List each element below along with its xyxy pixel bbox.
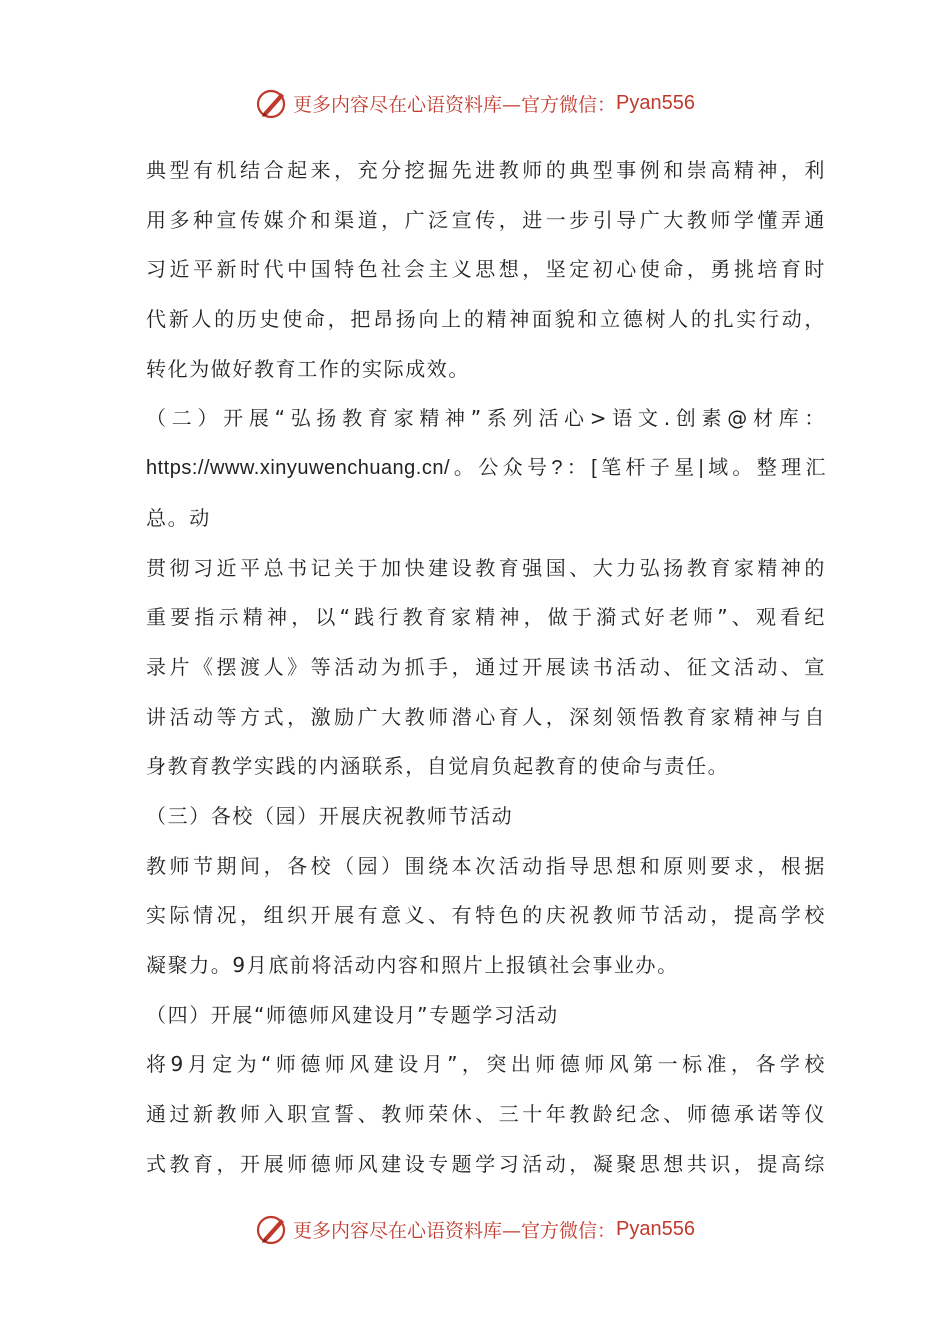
text-line: 总。动 bbox=[146, 505, 211, 530]
banner-wechat-id: Pyan556 bbox=[616, 91, 695, 114]
text-line: 用多种宣传媒介和渠道，广泛宣传，进一步引导广大教师学懂弄通 bbox=[146, 207, 826, 232]
banner-wechat-id: Pyan556 bbox=[616, 1217, 695, 1240]
header-banner bbox=[0, 83, 950, 123]
document-body bbox=[146, 146, 826, 1189]
text-line: 教师节期间，各校（园）围绕本次活动指导思想和原则要求，根据 bbox=[146, 853, 826, 878]
text-line: 重要指示精神，以“践行教育家精神，做于漪式好老师”、观看纪 bbox=[146, 605, 826, 630]
text-line-url: https://www.xinyuwenchuang.cn/。公众号?：[笔杆子星|域。整理汇 bbox=[146, 457, 826, 480]
text-line: 凝聚力。9月底前将活动内容和照片上报镇社会事业办。 bbox=[146, 953, 679, 977]
pen-logo-icon bbox=[255, 1212, 289, 1246]
text-line: 贯彻习近平总书记关于加快建设教育强国、大力弘扬教育家精神的 bbox=[146, 555, 826, 580]
text-line: 讲活动等方式，激励广大教师潜心育人，深刻领悟教育家精神与自 bbox=[146, 704, 826, 729]
text-line: 身教育教学实践的内涵联系，自觉肩负起教育的使命与责任。 bbox=[146, 754, 730, 779]
section-heading: （四）开展“师德师风建设月”专题学习活动 bbox=[146, 1002, 559, 1027]
pen-logo-icon bbox=[255, 86, 289, 120]
text-line: 代新人的历史使命，把昂扬向上的精神面貌和立德树人的扎实行动， bbox=[146, 307, 826, 332]
footer-banner bbox=[0, 1209, 950, 1249]
section-heading: （二）开展“弘扬教育家精神”系列活心>语文.创素@材库： bbox=[146, 406, 826, 431]
text-line: 式教育，开展师德师风建设专题学习活动，凝聚思想共识，提高综 bbox=[146, 1151, 826, 1176]
text-line: 实际情况，组织开展有意义、有特色的庆祝教师节活动，提高学校 bbox=[146, 903, 826, 928]
section-heading: （三）各校（园）开展庆祝教师节活动 bbox=[146, 803, 514, 828]
text-line: 录片《摆渡人》等活动为抓手，通过开展读书活动、征文活动、宣 bbox=[146, 654, 826, 679]
text-line: 转化为做好教育工作的实际成效。 bbox=[146, 356, 470, 381]
text-line: 习近平新时代中国特色社会主义思想，坚定初心使命，勇挑培育时 bbox=[146, 257, 826, 282]
text-line: 通过新教师入职宣誓、教师荣休、三十年教龄纪念、师德承诺等仪 bbox=[146, 1102, 826, 1127]
banner-text: 更多内容尽在心语资料库—官方微信： bbox=[293, 1219, 617, 1242]
banner-text: 更多内容尽在心语资料库—官方微信： bbox=[293, 93, 617, 116]
text-line: 将9月定为“师德师风建设月”，突出师德师风第一标准，各学校 bbox=[146, 1052, 826, 1077]
text-line: 典型有机结合起来，充分挖掘先进教师的典型事例和崇高精神，利 bbox=[146, 158, 826, 182]
